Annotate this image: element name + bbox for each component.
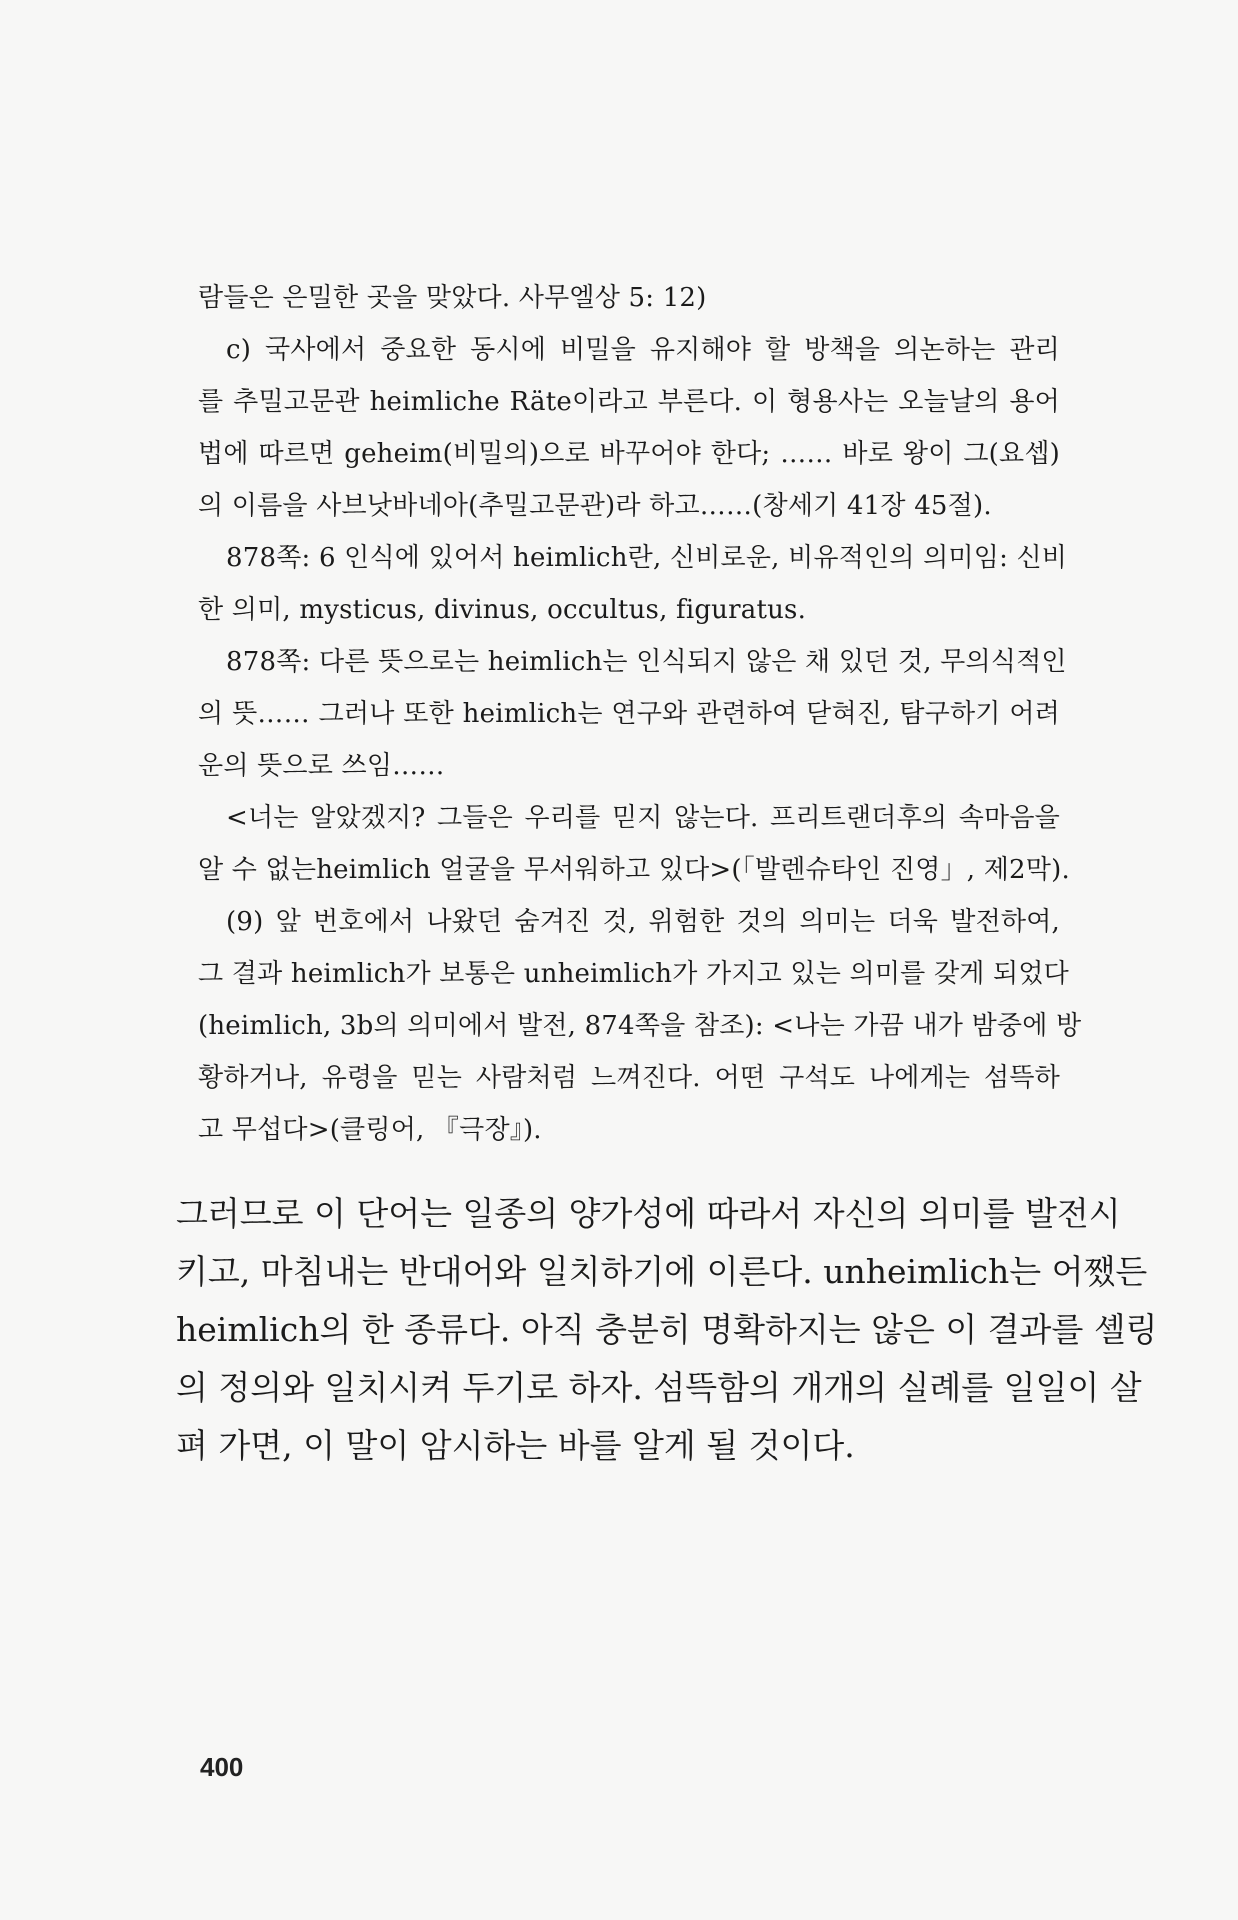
quote-line: 를 추밀고문관 heimliche Räte이라고 부른다. 이 형용사는 오늘날의 용어 (198, 387, 1060, 417)
quote-line: 그 결과 heimlich가 보통은 unheimlich가 가지고 있는 의미를 갖게 되었다 (198, 959, 1069, 989)
body-paragraph (176, 1185, 1158, 1475)
quote-line: 의 뜻…… 그러나 또한 heimlich는 연구와 관련하여 닫혀진, 탐구하기 어려 (198, 699, 1060, 729)
quote-line: <너는 알았겠지? 그들은 우리를 믿지 않는다. 프리트랜더후의 속마음을 (226, 803, 1060, 833)
quote-line: (9) 앞 번호에서 나왔던 숨겨진 것, 위험한 것의 의미는 더욱 발전하여, (226, 907, 1060, 937)
quote-line: 878쪽: 6 인식에 있어서 heimlich란, 신비로운, 비유적인의 의미임: 신비 (226, 543, 1068, 573)
quote-line: 황하거나, 유령을 믿는 사람처럼 느껴진다. 어떤 구석도 나에게는 섬뜩하 (198, 1063, 1060, 1093)
quote-line: (heimlich, 3b의 의미에서 발전, 874쪽을 참조): <나는 가끔 내가 밤중에 방 (198, 1011, 1082, 1041)
body-line: 키고, 마침내는 반대어와 일치하기에 이른다. unheimlich는 어쨌든 (176, 1252, 1148, 1291)
body-line: heimlich의 한 종류다. 아직 충분히 명확하지는 않은 이 결과를 셸링 (176, 1310, 1158, 1349)
quote-line: 한 의미, mysticus, divinus, occultus, figuratus. (198, 595, 807, 625)
quote-line: c) 국사에서 중요한 동시에 비밀을 유지해야 할 방책을 의논하는 관리 (226, 335, 1060, 365)
body-line: 의 정의와 일치시켜 두기로 하자. 섬뜩함의 개개의 실례를 일일이 살 (176, 1368, 1142, 1407)
quote-line: 람들은 은밀한 곳을 맞았다. 사무엘상 5: 12) (198, 283, 707, 313)
quote-line: 의 이름을 사브낫바네아(추밀고문관)라 하고……(창세기 41장 45절). (198, 491, 992, 521)
quote-line: 법에 따르면 geheim(비밀의)으로 바꾸어야 한다; …… 바로 왕이 그(요셉) (198, 439, 1060, 469)
body-line: 그러므로 이 단어는 일종의 양가성에 따라서 자신의 의미를 발전시 (176, 1194, 1121, 1233)
quote-line: 고 무섭다>(클링어, 『극장』). (198, 1115, 542, 1145)
page-number: 400 (200, 1752, 244, 1782)
quote-line: 878쪽: 다른 뜻으로는 heimlich는 인식되지 않은 채 있던 것, 무의식적인 (226, 647, 1067, 677)
quoted-dictionary-excerpt (198, 272, 1082, 1156)
quote-line: 운의 뜻으로 쓰임…… (198, 751, 445, 781)
body-line: 펴 가면, 이 말이 암시하는 바를 알게 될 것이다. (176, 1426, 855, 1465)
quote-line: 알 수 없는heimlich 얼굴을 무서워하고 있다>(「발렌슈타인 진영」, 제2막). (198, 855, 1070, 885)
